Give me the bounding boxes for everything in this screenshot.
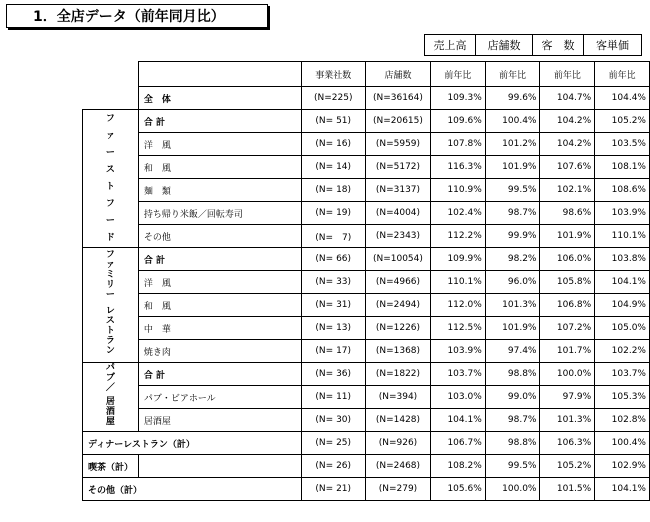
table-row: 洋 風 (N= 33) (N=4966) 110.1% 96.0% 105.8% 104.1% bbox=[83, 271, 650, 294]
metric-header-sales: 売上高 bbox=[425, 35, 476, 56]
metric-header-table bbox=[424, 34, 642, 56]
category-fast-food: フ ァ ー ス ト フ ー ド bbox=[83, 110, 139, 248]
table-row: 麺 類 (N= 18) (N=3137) 110.9% 99.5% 102.1% 108.6% bbox=[83, 179, 650, 202]
table-row: その他 (N= 7) (N=2343) 112.2% 99.9% 101.9% 110.1% bbox=[83, 225, 650, 248]
column-header-store-count-yoy: 前年比 bbox=[485, 62, 540, 87]
table-row: 和 風 (N= 14) (N=5172) 116.3% 101.9% 107.6% 108.1% bbox=[83, 156, 650, 179]
table-row: パブ・ビアホール (N= 11) (N=394) 103.0% 99.0% 97.9% 105.3% bbox=[83, 386, 650, 409]
column-header-customers-yoy: 前年比 bbox=[540, 62, 595, 87]
table-row: 中 華 (N= 13) (N=1226) 112.5% 101.9% 107.2% 105.0% bbox=[83, 317, 650, 340]
table-row: ディナーレストラン（計） (N= 25) (N=926) 106.7% 98.8% 106.3% 100.4% bbox=[83, 432, 650, 455]
column-header-row bbox=[83, 62, 650, 87]
table-row: 和 風 (N= 31) (N=2494) 112.0% 101.3% 106.8% 104.9% bbox=[83, 294, 650, 317]
table-row: フ ァ ー ス ト フ ー ド 合 計 (N= 51) (N=20615) 109.6% 100.4% 104.2% 105.2% bbox=[83, 110, 650, 133]
table-row: 焼き肉 (N= 17) (N=1368) 103.9% 97.4% 101.7% 102.2% bbox=[83, 340, 650, 363]
table-row: 喫茶（計） (N= 26) (N=2468) 108.2% 99.5% 105.2% 102.9% bbox=[83, 455, 650, 478]
data-table bbox=[82, 61, 650, 501]
table-row: 居酒屋 (N= 30) (N=1428) 104.1% 98.7% 101.3% 102.8% bbox=[83, 409, 650, 432]
metric-header-customers: 客 数 bbox=[533, 35, 584, 56]
metric-header-store-count: 店舗数 bbox=[476, 35, 533, 56]
table-row: 洋 風 (N= 16) (N=5959) 107.8% 101.2% 104.2% 103.5% bbox=[83, 133, 650, 156]
category-pub: パ ブ ／ 居 酒 屋 bbox=[83, 363, 139, 432]
page-title: 1．全店データ（前年同月比） bbox=[6, 4, 268, 28]
metric-header-per-customer: 客単価 bbox=[584, 35, 642, 56]
table-row: 持ち帰り米飯／回転寿司 (N= 19) (N=4004) 102.4% 98.7% 98.6% 103.9% bbox=[83, 202, 650, 225]
column-header-per-customer-yoy: 前年比 bbox=[595, 62, 650, 87]
column-header-sales-yoy: 前年比 bbox=[431, 62, 486, 87]
column-header-companies: 事業社数 bbox=[301, 62, 365, 87]
table-row: その他（計） (N= 21) (N=279) 105.6% 100.0% 101.5% 104.1% bbox=[83, 478, 650, 501]
row-label: 全 体 bbox=[138, 87, 301, 110]
column-header-stores: 店舗数 bbox=[365, 62, 430, 87]
table-row: フ ァ ミ リ ー レ ス ト ラ ン 合 計 (N= 66) (N=10054) 109.9% 98.2% 106.0% 103.8% bbox=[83, 248, 650, 271]
table-row: パ ブ ／ 居 酒 屋 合 計 (N= 36) (N=1822) 103.7% 98.8% 100.0% 103.7% bbox=[83, 363, 650, 386]
category-family-restaurant: フ ァ ミ リ ー レ ス ト ラ ン bbox=[83, 248, 139, 363]
table-row: 全 体 (N=225) (N=36164) 109.3% 99.6% 104.7% 104.4% bbox=[83, 87, 650, 110]
